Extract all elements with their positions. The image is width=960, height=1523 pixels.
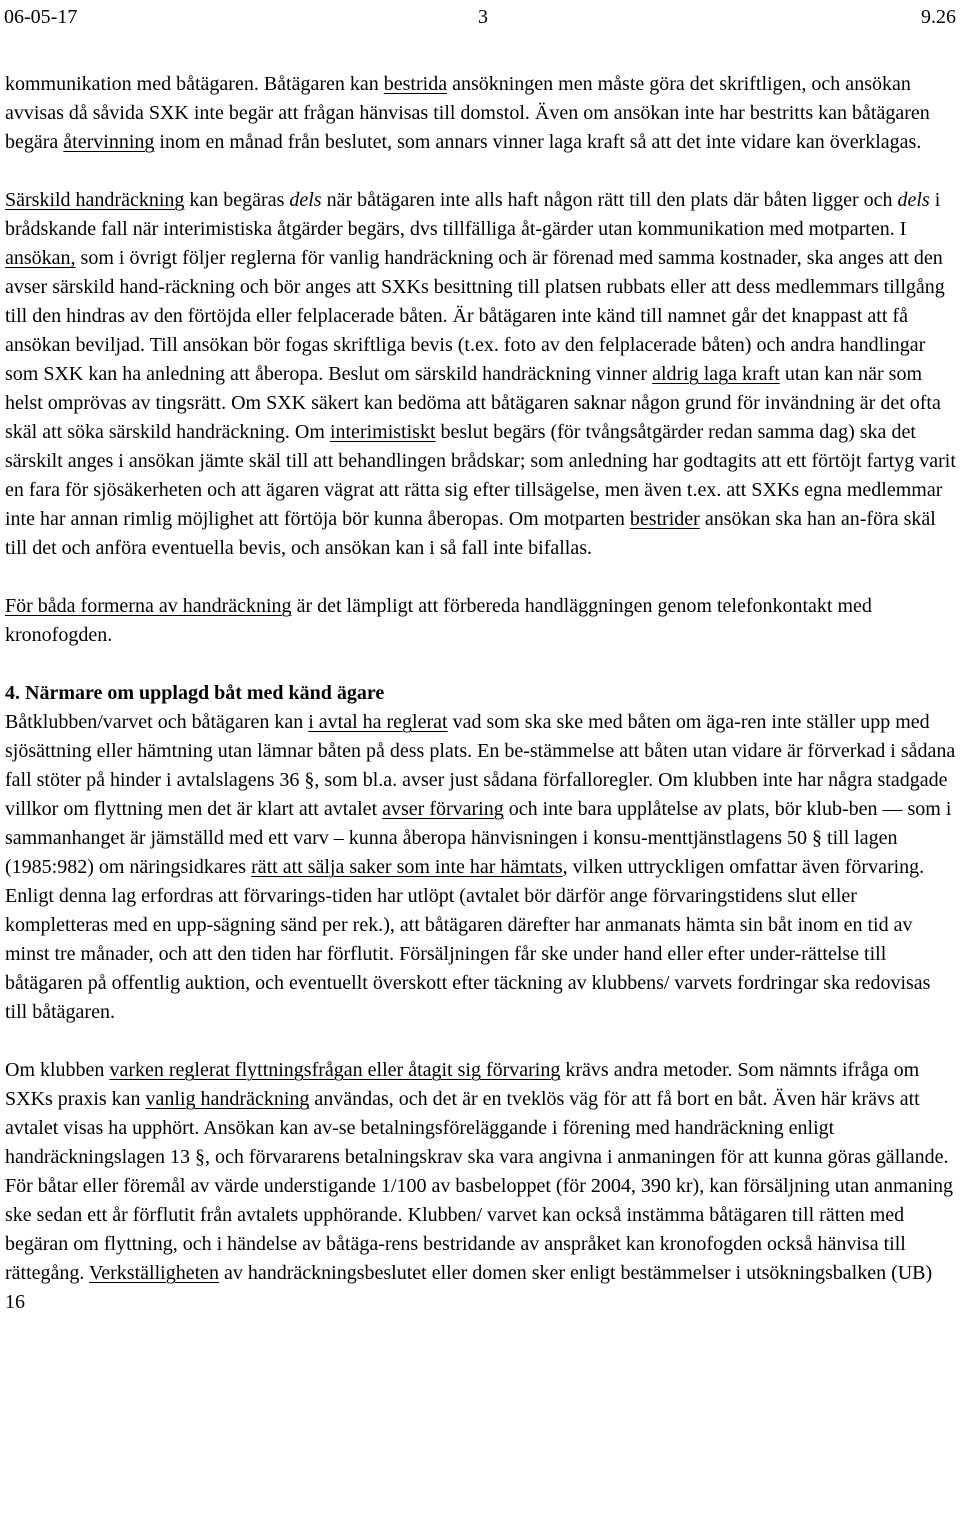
paragraph-gap [5, 650, 957, 679]
header-reference: 9.26 [921, 6, 956, 28]
underlined-term: aldrig laga kraft [652, 363, 780, 385]
underlined-term: varken reglerat flyttningsfrågan eller åtagit sig förvaring [109, 1059, 561, 1081]
paragraph-bestrida: kommunikation med båtägaren. Båtägaren kan bestrida ansökningen men måste göra det skriftligen, och ansökan avvisas då såvida SXK inte begär att frågan hänvisas till domstol. Även om ansökan inte har bestritts kan båtägaren begära återvinning inom en månad från beslutet, som annars vinner laga kraft så att det inte vidare kan överklagas. [5, 73, 930, 153]
document-body [5, 70, 957, 1317]
header-page-number: 3 [478, 6, 488, 28]
underlined-term: Särskild handräckning [5, 189, 185, 211]
paragraph-gap [5, 1027, 957, 1056]
underlined-term: vanlig handräckning [145, 1088, 310, 1110]
paragraph-bada-formerna: För båda formerna av handräckning är det lämpligt att förbereda handläggningen genom telefonkontakt med kronofogden. [5, 595, 872, 646]
underlined-term: Verkställigheten [89, 1262, 220, 1284]
underlined-term: återvinning [63, 131, 155, 153]
underlined-term: avser förvaring [382, 798, 504, 820]
paragraph-gap [5, 157, 957, 186]
underlined-term: interimistiskt [329, 421, 436, 443]
header-date: 06-05-17 [4, 6, 78, 28]
paragraph-gap [5, 563, 957, 592]
italic-term: dels [289, 189, 322, 211]
italic-term: dels [897, 189, 930, 211]
paragraph-om-klubben: Om klubben varken reglerat flyttningsfrågan eller åtagit sig förvaring krävs andra metoder. Som nämnts ifråga om SXKs praxis kan vanlig handräckning användas, och det är en tveklös väg för att få bort en båt. Även här krävs att avtalet visas ha upphört. Ansökan kan av-se betalningsföreläggande i förening med handräckning enligt handräckningslagen 13 §, och förvararens betalningskrav ska vara angivna i anmaningen för att kunna göras gällande. För båtar eller föremål av värde understigande 1/100 av basbeloppet (för 2004, 390 kr), kan försäljning utan anmaning ske sedan ett år förflutit från avtalets upphörande. Klubben/ varvet kan också instämma båtägaren till rätten med begäran om flyttning, och i händelse av båtäga-rens bestridande av anspråket kan kronofogden också hänvisa till rättegång. Verkställigheten av handräckningsbeslutet eller domen sker enligt bestämmelser i utsökningsbalken (UB) 16 [5, 1059, 954, 1313]
underlined-term: bestrida [383, 73, 448, 95]
paragraph-sarskild-handrackning: Särskild handräckning kan begäras dels när båtägaren inte alls haft någon rätt till den plats där båten ligger och dels i brådskande fall när interimistiska åtgärder begärs, dvs tillfälliga åt-gärder utan kommunikation med motparten. I ansökan, som i övrigt följer reglerna för vanlig handräckning och är förenad med samma kostnader, ska anges att den avser särskild hand-räckning och bör anges att SXKs besittning till platsen rubbats eller att dess medlemmars tillgång till den hindras av den förtöjda eller felplacerade båten. Är båtägaren inte känd till namnet går det knappast att få ansökan beviljad. Till ansökan bör fogas skriftliga bevis (t.ex. foto av den felplacerade båten) och andra handlingar som SXK kan ha anledning att åberopa. Beslut om särskild handräckning vinner aldrig laga kraft utan kan när som helst omprövas av tingsrätt. Om SXK säkert kan bedöma att båtägaren saknar någon grund för invändning är det ofta skäl att söka särskild handräckning. Om interimistiskt beslut begärs (för tvångsåtgärder redan samma dag) ska det särskilt anges i ansökan jämte skäl till att behandlingen brådskar; som anledning har godtagits att ett förtöjt fartyg varit en fara för sjösäkerheten och att ägaren vägrat att rätta sig efter tillsägelse, men även t.ex. att SXKs egna medlemmar inte har annan rimlig möjlighet att förtöja bör kunna åberopas. Om motparten bestrider ansökan ska han an-föra skäl till det och anföra eventuella bevis, och ansökan kan i så fall inte bifallas. [5, 189, 956, 559]
underlined-term: i avtal ha reglerat [308, 711, 448, 733]
section-heading: 4. Närmare om upplagd båt med känd ägare [5, 682, 385, 704]
page-header [4, 2, 956, 32]
paragraph-batklubben: Båtklubben/varvet och båtägaren kan i avtal ha reglerat vad som ska ske med båten om äga-ren inte ställer upp med sjösättning eller hämtning utan lämnar båten på dess plats. En be-stämmelse att båten utan vidare är förverkad i sådana fall stöter på hinder i avtalslagens 36 §, som bl.a. avser just sådana förfalloregler. Om klubben inte har några stadgade villkor om flyttning men det är klart att avtalet avser förvaring och inte bara upplåtelse av plats, bör klub-ben — som i sammanhanget är jämställd med ett varv – kunna åberopa hänvisningen i konsu-menttjänstlagens 50 § till lagen (1985:982) om näringsidkares rätt att sälja saker som inte har hämtats, vilken uttryckligen omfattar även förvaring. Enligt denna lag erfordras att förvarings-tiden har utlöpt (avtalet bör därför ange förvaringstidens slut eller kompletteras med en upp-sägning sänd per rek.), att båtägaren därefter har anmanats hämta sin båt inom en tid av minst tre månader, och att den tiden har förflutit. Försäljningen får ske under hand eller efter under-rättelse till båtägaren på offentlig auktion, och eventuellt överskott efter täckning av klubbens/ varvets fordringar ska redovisas till båtägaren. [5, 711, 956, 1023]
underlined-term: rätt att sälja saker som inte har hämtats [251, 856, 563, 878]
underlined-term: bestrider [629, 508, 700, 530]
underlined-term: För båda formerna av handräckning [5, 595, 292, 617]
underlined-term: ansökan, [5, 247, 76, 269]
